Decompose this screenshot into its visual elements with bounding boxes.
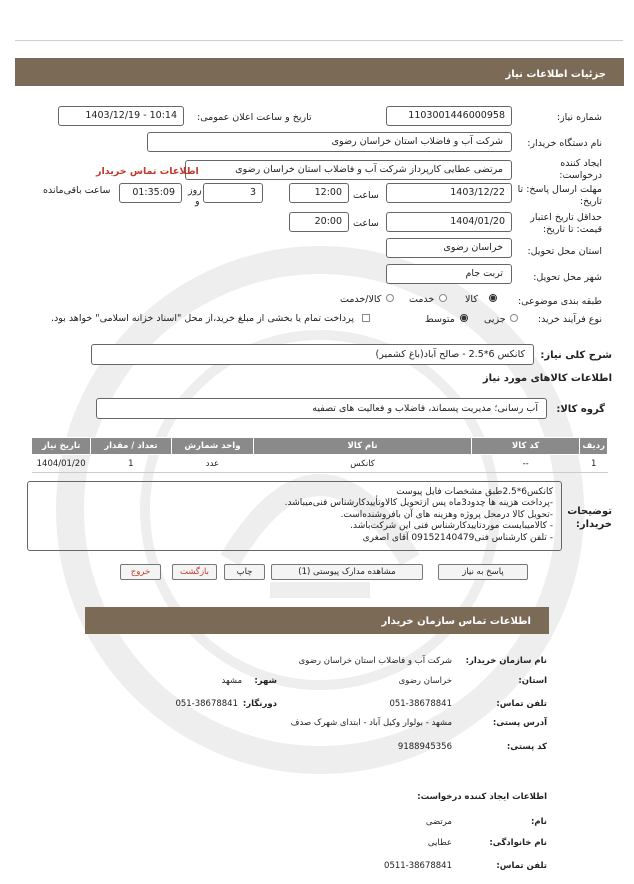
remaining-time-field: 01:35:09: [119, 183, 182, 203]
cell-code: --: [471, 455, 580, 473]
contact-city-value: مشهد: [221, 676, 242, 686]
summary-field: کانکس 6*2.5 - صالح آباد(باغ کشمیر): [91, 344, 534, 365]
buyer-desc-line: -تحویل کالا درمحل پروژه وهزینه های آن بافروشنده‌است.: [340, 509, 553, 520]
goods-table: [31, 437, 608, 473]
summary-label: شرح کلی نیاز:: [540, 350, 612, 361]
contact-fax-label: دورنگار:: [242, 699, 277, 709]
creator-field: مرتضی عطایی کارپرداز شرکت آب و فاضلاب استان خراسان رضوی: [185, 160, 512, 180]
goods-table-header: [32, 438, 608, 455]
category-label: طبقه بندی موضوعی:: [517, 296, 602, 307]
process-option-minor: جزیی: [484, 314, 506, 325]
buyer-desc-label-line1: توضیحات: [567, 506, 612, 517]
creator-last-name-value: عطایی: [427, 838, 452, 848]
buyer-desc-box: [27, 481, 562, 551]
buyer-org-label: نام دستگاه خریدار:: [527, 138, 602, 149]
province-label: استان محل تحویل:: [527, 246, 602, 257]
category-option-service: خدمت: [409, 294, 435, 305]
validity-label-line1: حداقل تاریخ اعتبار: [530, 212, 602, 223]
contact-phone-value: 051-38678841: [389, 699, 452, 709]
contact-province-label: استان:: [518, 676, 547, 686]
cell-qty: 1: [91, 455, 171, 473]
process-radio-medium[interactable]: [460, 314, 468, 322]
process-radio-minor[interactable]: [510, 314, 518, 322]
process-label: نوع فرآیند خرید:: [537, 314, 602, 325]
cell-name: کانکس: [254, 455, 471, 473]
goods-info-title: اطلاعات کالاهای مورد نیاز: [482, 373, 612, 384]
reply-deadline-label-line1: مهلت ارسال پاسخ: تا: [517, 184, 602, 195]
contact-org-label: نام سازمان خریدار:: [465, 656, 547, 666]
exit-button[interactable]: خروج: [120, 564, 161, 580]
validity-time-field: 20:00: [289, 212, 349, 232]
page-header: [15, 58, 624, 86]
buyer-desc-line: - تلفن کارشناس فنی09152140479 آقای اصغری: [362, 532, 553, 543]
creator-info-header: اطلاعات ایجاد کننده درخواست:: [417, 792, 547, 802]
days-conj: و: [195, 196, 200, 207]
category-option-goods: کالا: [465, 294, 478, 305]
buyer-org-field: شرکت آب و فاضلاب استان خراسان رضوی: [147, 132, 512, 152]
need-number-label: شماره نیاز:: [556, 112, 602, 123]
province-field: خراسان رضوی: [386, 238, 512, 258]
creator-phone-value: 0511-38678841: [384, 861, 452, 871]
process-option-medium: متوسط: [425, 314, 455, 325]
contact-address-value: مشهد - بولوار وکیل آباد - ابتدای شهرک صدف: [290, 718, 452, 728]
category-option-both: کالا/خدمت: [340, 294, 382, 305]
creator-label-line1: ایجاد کننده: [560, 158, 602, 169]
days-label: روز: [188, 185, 202, 196]
buyer-desc-line: کانکس6*2.5طبق مشخصات فایل پیوست: [396, 487, 553, 497]
need-number-field: 1103001446000958: [386, 106, 512, 126]
reply-time-field: 12:00: [289, 183, 349, 203]
category-radio-service[interactable]: [439, 294, 447, 302]
contact-header: [85, 607, 549, 634]
creator-last-name-label: نام خانوادگی:: [489, 838, 547, 848]
contact-province-value: خراسان رضوی: [398, 676, 452, 686]
cell-date: 1404/01/20: [32, 455, 91, 473]
creator-first-name-value: مرتضی: [425, 817, 452, 827]
city-label: شهر محل تحویل:: [533, 272, 602, 283]
col-code: کد کالا: [471, 438, 580, 455]
city-field: تربت جام: [386, 264, 512, 284]
contact-phone-label: تلفن تماس:: [496, 699, 547, 709]
buyer-desc-label: [567, 505, 612, 531]
cell-row: 1: [580, 455, 608, 473]
page-title: جزئیات اطلاعات نیاز: [505, 69, 606, 80]
creator-phone-label: تلفن تماس:: [496, 861, 547, 871]
validity-time-label: ساعت: [353, 218, 379, 229]
reply-deadline-label-line2: تاریخ:: [579, 196, 602, 207]
goods-group-field: آب رسانی؛ مدیریت پسماند، فاضلاب و فعالیت های تصفیه: [96, 398, 547, 419]
buyer-desc-line: -پرداخت هزینه ها چدود3ماه پس ازتحویل کالاوتأییدکارشناس فنی‌میباشد.: [284, 498, 553, 509]
contact-postal-value: 9188945356: [397, 742, 452, 752]
category-radio-both[interactable]: [386, 294, 394, 302]
validity-label: [530, 212, 602, 236]
treasury-payment-checkbox[interactable]: [362, 314, 370, 322]
contact-fax-value: 051-38678841: [175, 699, 238, 709]
creator-label: [559, 158, 602, 182]
creator-label-line2: درخواست:: [559, 170, 602, 181]
table-row: [32, 455, 608, 473]
col-name: نام کالا: [254, 438, 471, 455]
col-qty: تعداد / مقدار: [91, 438, 171, 455]
contact-city-label: شهر:: [254, 676, 277, 686]
col-unit: واحد شمارش: [171, 438, 254, 455]
treasury-payment-note: پرداخت تمام یا بخشی از مبلغ خرید،از محل "اسناد خزانه اسلامی" خواهد بود.: [51, 313, 354, 324]
announce-date-label: تاریخ و ساعت اعلان عمومی:: [197, 112, 312, 123]
contact-info-link[interactable]: اطلاعات تماس خریدار: [96, 166, 199, 177]
category-radio-goods[interactable]: [489, 294, 497, 302]
reply-date-field: 1403/12/22: [386, 183, 512, 203]
contact-org-value: شرکت آب و فاضلاب استان خراسان رضوی: [298, 656, 452, 666]
reply-time-label: ساعت: [353, 190, 379, 201]
announce-date-field: 1403/12/19 - 10:14: [58, 106, 184, 126]
validity-date-field: 1404/01/20: [386, 212, 512, 232]
contact-postal-label: کد پستی:: [506, 742, 547, 752]
goods-group-label: گروه کالا:: [556, 404, 605, 415]
days-field: 3: [203, 183, 263, 203]
contact-address-label: آدرس پستی:: [492, 718, 547, 728]
contact-header-title: اطلاعات تماس سازمان خریدار: [381, 616, 531, 627]
creator-first-name-label: نام:: [530, 817, 547, 827]
validity-label-line2: قیمت: تا تاریخ:: [542, 224, 602, 235]
col-row: ردیف: [580, 438, 608, 455]
back-button[interactable]: بازگشت: [172, 564, 217, 580]
col-date: تاریخ نیاز: [32, 438, 91, 455]
buyer-desc-line: - کالامیبایست موردتاییدکارشناس فنی این شرکت‌باشد.: [350, 521, 553, 532]
print-button[interactable]: چاپ: [224, 564, 265, 580]
reply-button[interactable]: پاسخ به نیاز: [438, 564, 528, 580]
buyer-desc-label-line2: خریدار:: [575, 519, 612, 530]
cell-unit: عدد: [171, 455, 254, 473]
reply-deadline-label: [518, 184, 602, 208]
remaining-time-label: ساعت باقی‌مانده: [43, 185, 111, 196]
attachments-button[interactable]: مشاهده مدارک پیوستی (1): [271, 564, 423, 580]
